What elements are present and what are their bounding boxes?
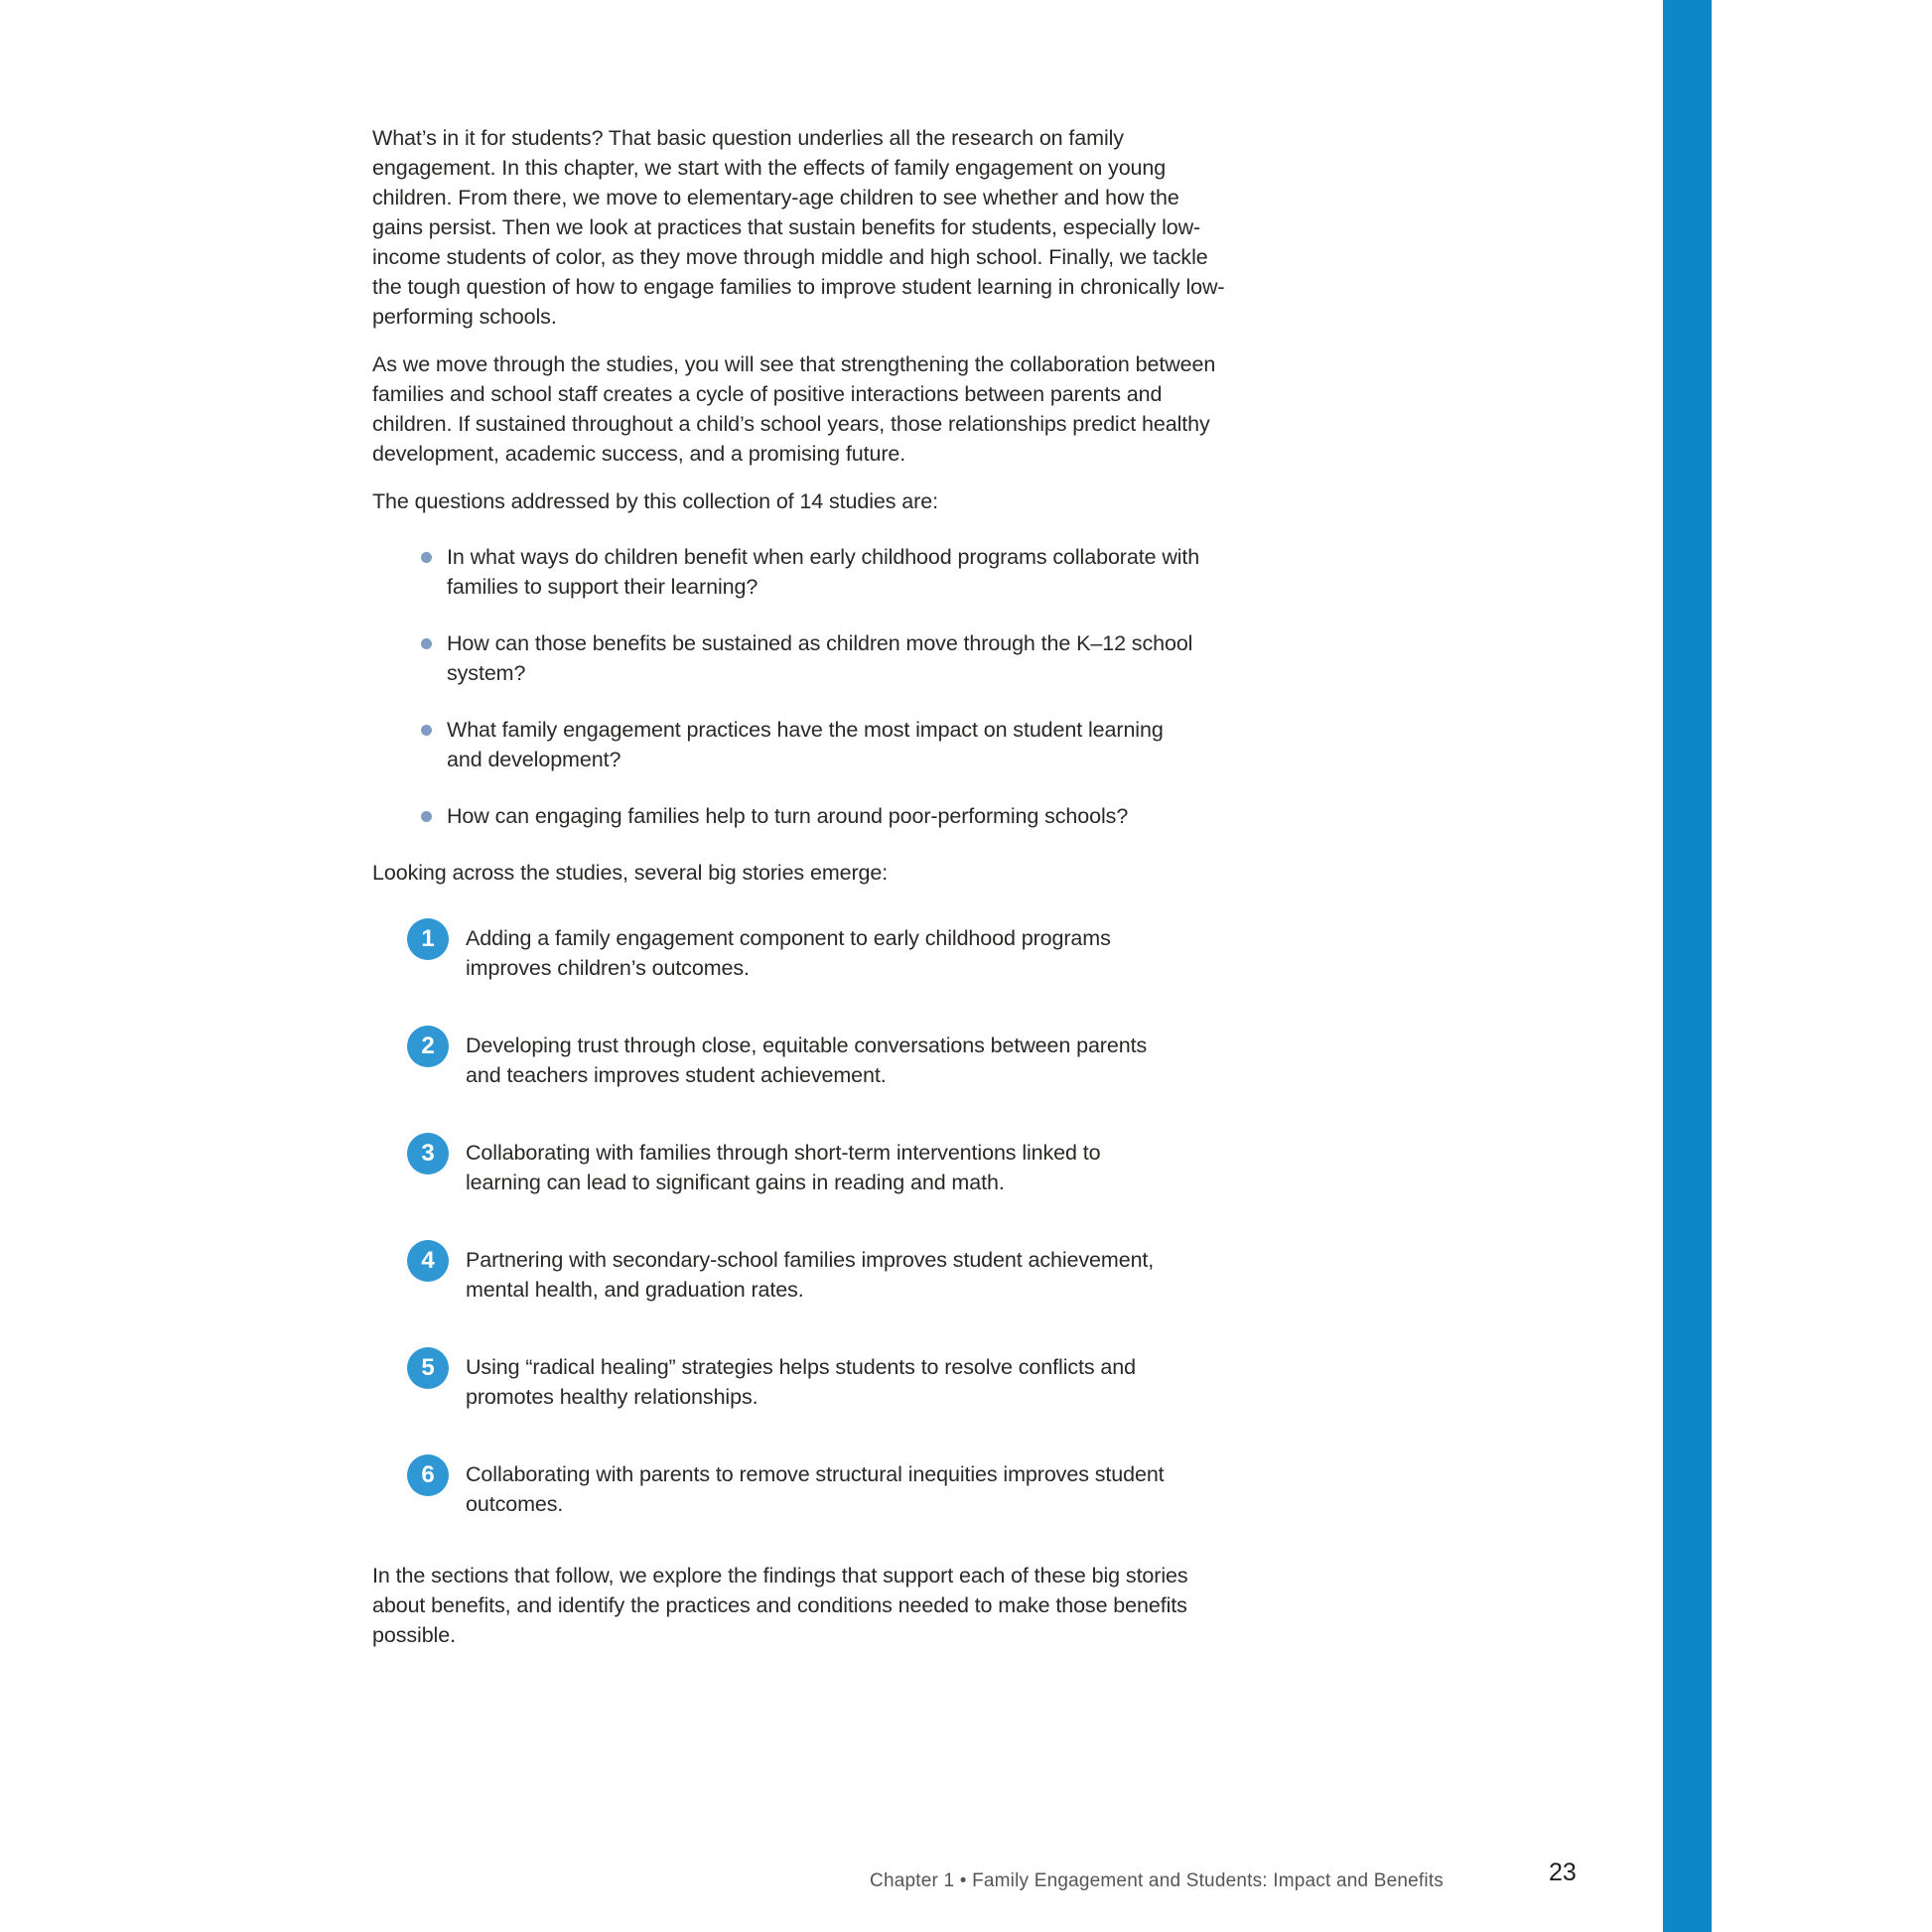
body-paragraph-1: What’s in it for students? That basic question underlies all the research on family engagement. In this chapter, we start with the effects of family engagement on young children. From there, we move to elementary-age children to see whether and how the gains persist. Then we look at practices that sustain benefits for students, especially low-income students of color, as they move through middle and high school. Finally, we tackle the tough question of how to engage families to improve student learning in chronically low-performing schools. (372, 126, 1225, 329)
story-text: Using “radical healing” strategies helps students to resolve conflicts and promotes healthy relationships. (466, 1355, 1136, 1409)
page-body (372, 123, 1226, 1668)
story-number-badge: 2 (407, 1026, 449, 1067)
body-paragraph-2: As we move through the studies, you will see that strengthening the collaboration between families and school staff creates a cycle of positive interactions between parents and children. If sustained throughout a child’s school years, those relationships predict healthy development, academic success, and a promising future. (372, 352, 1216, 466)
story-item (407, 1025, 1226, 1090)
closing-paragraph: In the sections that follow, we explore the findings that support each of these big stories about benefits, and identify the practices and conditions needed to make those benefits possible. (372, 1564, 1188, 1647)
story-text: Developing trust through close, equitable conversations between parents and teachers improves student achievement. (466, 1034, 1148, 1087)
accent-bar (1663, 0, 1712, 1932)
bullet-icon (421, 725, 432, 736)
bullet-icon (421, 811, 432, 822)
story-list (372, 917, 1226, 1519)
bullet-icon (421, 552, 432, 563)
story-item (407, 1346, 1226, 1412)
question-list (372, 542, 1226, 831)
bullet-icon (421, 638, 432, 649)
footer-chapter-label: Chapter 1 • Family Engagement and Students: Impact and Benefits (870, 1870, 1444, 1891)
question-text: What family engagement practices have the most impact on student learning and development? (447, 718, 1164, 771)
question-item (421, 715, 1226, 774)
question-text: How can engaging families help to turn around poor-performing schools? (447, 804, 1129, 828)
stories-intro: Looking across the studies, several big stories emerge: (372, 861, 889, 885)
page-number: 23 (1549, 1859, 1577, 1886)
question-item (421, 801, 1226, 831)
story-text: Collaborating with families through short-term interventions linked to learning can lead to significant gains in reading and math. (466, 1141, 1101, 1194)
story-number-badge: 4 (407, 1240, 449, 1282)
story-item (407, 1239, 1226, 1305)
story-item (407, 1132, 1226, 1197)
story-text: Collaborating with parents to remove structural inequities improves student outcomes. (466, 1462, 1165, 1516)
question-item (421, 628, 1226, 688)
question-text: How can those benefits be sustained as children move through the K–12 school system? (447, 631, 1193, 685)
story-text: Adding a family engagement component to early childhood programs improves children’s outcomes. (466, 926, 1111, 980)
story-item (407, 1453, 1226, 1519)
story-text: Partnering with secondary-school families improves student achievement, mental health, and graduation rates. (466, 1248, 1155, 1302)
question-text: In what ways do children benefit when early childhood programs collaborate with families to support their learning? (447, 545, 1200, 599)
question-item (421, 542, 1226, 602)
story-number-badge: 6 (407, 1454, 449, 1496)
questions-intro: The questions addressed by this collection of 14 studies are: (372, 489, 938, 513)
story-item (407, 917, 1226, 983)
story-number-badge: 5 (407, 1347, 449, 1389)
story-number-badge: 3 (407, 1133, 449, 1174)
story-number-badge: 1 (407, 918, 449, 960)
